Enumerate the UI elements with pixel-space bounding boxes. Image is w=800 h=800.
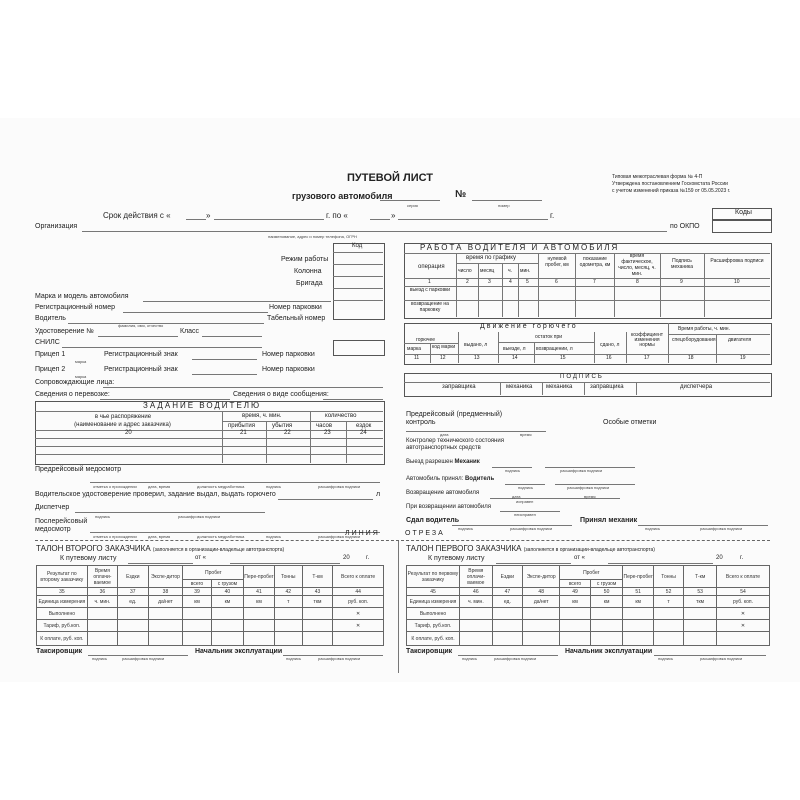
parking-number-label: Номер парковки [269, 304, 322, 311]
cut-line-label-right: ОТРЕЗА [405, 530, 445, 537]
c1-n52: 52 [653, 588, 683, 596]
c1-n54: 54 [716, 588, 769, 596]
pre-control-label: Предрейсовый (предменный) контроль [406, 411, 503, 426]
c1-h-time: Время оплачи-ваемое [459, 566, 492, 588]
fuel-col-exit: выезде, л [503, 346, 526, 352]
c2-h-mileage: Пробег [183, 566, 244, 580]
c1-pay-3[interactable] [523, 632, 560, 646]
work-col-decode: Расшифровка подписи [710, 258, 764, 264]
c2-h-all: всего [183, 580, 211, 588]
c1-n50: 50 [590, 588, 623, 596]
work-col-month: месяц [480, 268, 495, 274]
c2-n36: 36 [87, 588, 117, 596]
form-info: Типовая межотраслевая форма № 4-П Утверждена постановлением Госкомстата России с учетом изменений приказа №159 от 05.05.2023 г. [612, 174, 731, 194]
task-title: ЗАДАНИЕ ВОДИТЕЛЮ [143, 401, 262, 410]
work-row-return: возвращение на парковку [411, 301, 449, 313]
task-num-23: 23 [324, 430, 331, 436]
work-col-operation: операция [418, 264, 445, 270]
c2-done-3[interactable] [148, 608, 183, 620]
task-num-20: 20 [125, 430, 132, 436]
work-col-odometer: показание одометра, км [579, 256, 611, 268]
c2-u1: ч. мин. [87, 596, 117, 608]
c1-tar-1[interactable] [459, 620, 492, 632]
c1-done-6[interactable] [623, 608, 653, 620]
fuel-num-12: 12 [440, 355, 446, 361]
fuel-col-coeff: коэффициент изменения нормы [630, 332, 664, 348]
c1-tar-4[interactable] [560, 620, 590, 632]
post-date-note: дата, время [148, 534, 171, 539]
fuel-col-special: спецоборудования [672, 337, 716, 343]
c2-tariff-cross: ✕ [333, 620, 384, 632]
task-col-qty: количество [325, 413, 357, 419]
pre-date-note: дата, время [148, 484, 171, 489]
task-col-time: время, ч. мин. [242, 413, 282, 419]
c1-done-label: Выполнено [407, 608, 460, 620]
c1-u8: ткм [684, 596, 717, 608]
c1-n47: 47 [492, 588, 522, 596]
handed-decode-note: расшифровка подписи [510, 526, 553, 531]
task-col-rides: ездок [356, 423, 372, 429]
c1-pay-5[interactable] [590, 632, 623, 646]
c1-u5: км [590, 596, 623, 608]
c2-n37: 37 [118, 588, 148, 596]
fuel-sign-fueler: заправщика [442, 384, 476, 390]
exit-sign-note: подпись [505, 468, 521, 473]
c2-h-total: Всего к оплате [333, 566, 384, 588]
work-col-minute: мин. [520, 268, 531, 274]
c1-pay-9[interactable] [716, 632, 769, 646]
fuel-num-18: 18 [688, 355, 694, 361]
escorts-label: Сопровождающие лица: [35, 379, 115, 386]
work-num-8: 8 [636, 279, 639, 285]
c2-tar-1[interactable] [87, 620, 117, 632]
c2-h-tons: Тонны [274, 566, 302, 588]
dispatcher-decode-note: расшифровка подписи [178, 514, 221, 519]
accepted-label: Автомобиль принял: Водитель [406, 476, 495, 482]
fuel-num-13: 13 [474, 355, 480, 361]
fuel-col-issued: выдано, л [464, 342, 488, 348]
tech-control-label: Контролер технического состояния автотранспортных средств [406, 438, 504, 451]
c2-pay-1[interactable] [87, 632, 117, 646]
c2-u9: руб. коп. [333, 596, 384, 608]
work-row-exit: выезд с парковки [409, 287, 451, 293]
c1-pay-2[interactable] [492, 632, 522, 646]
c1-taxer-label: Таксировщик [406, 648, 453, 655]
c2-tar-5[interactable] [211, 620, 244, 632]
task-num-21: 21 [240, 430, 247, 436]
c1-done-cross: ✕ [716, 608, 769, 620]
document-subtitle: грузового автомобиля [292, 191, 393, 201]
c1-h-rerun: Пере-пробег [623, 566, 653, 588]
return-date: дата [512, 494, 521, 499]
task-col-order: в чье распоряжение [94, 414, 152, 420]
c1-pay-6[interactable] [623, 632, 653, 646]
c1-h-cargo: с грузом [590, 580, 623, 588]
work-num-7: 7 [593, 279, 596, 285]
work-num-9: 9 [680, 279, 683, 285]
organization-note: наименование, адрес и номер телефона, ОГРН [268, 234, 357, 239]
validity-label: Срок действия с « [103, 211, 171, 220]
c1-n51: 51 [623, 588, 653, 596]
task-num-22: 22 [284, 430, 291, 436]
fuel-signatures-title: ПОДПИСЬ [560, 374, 604, 380]
c2-n38: 38 [148, 588, 183, 596]
fuel-sign-fueler2: заправщика [590, 384, 624, 390]
special-marks-label: Особые отметки [603, 419, 657, 426]
c1-h-mileage: Пробег [560, 566, 623, 580]
handed-sign-note: подпись [458, 526, 474, 531]
work-num-4: 4 [509, 279, 512, 285]
accepted-mechanic-label: Принял механик [580, 517, 638, 524]
fuel-col-refuel: горючее [416, 337, 436, 343]
work-table [404, 243, 772, 319]
c1-tar-6[interactable] [623, 620, 653, 632]
post-sign-note: подпись [266, 534, 282, 539]
c1-u2: ед. [492, 596, 522, 608]
c2-chief-label: Начальник эксплуатации [195, 648, 283, 655]
fuel-col-return: возвращении, л [536, 346, 573, 352]
c1-tar-3[interactable] [523, 620, 560, 632]
brigade-label: Бригада [296, 280, 323, 287]
accepted-mech-sign-note: подпись [645, 526, 661, 531]
c2-n39: 39 [183, 588, 211, 596]
fuel-sign-dispatcher: диспетчера [680, 384, 713, 390]
task-col-arrival: прибытия [228, 423, 256, 429]
c2-pay-4[interactable] [183, 632, 211, 646]
pre-mark-note: отметка о прохождении [93, 484, 137, 489]
c2-pay-6[interactable] [244, 632, 274, 646]
work-title: РАБОТА ВОДИТЕЛЯ И АВТОМОБИЛЯ [420, 243, 620, 252]
post-trip-label: Послерейсовый медосмотр [35, 518, 88, 533]
c2-done-2[interactable] [118, 608, 148, 620]
c1-pay-8[interactable] [684, 632, 717, 646]
c1-unit-label: Единица измерения [407, 596, 460, 608]
c2-topay-label: К оплате, руб. коп. [37, 632, 88, 646]
c2-u4: км [183, 596, 211, 608]
c2-n40: 40 [211, 588, 244, 596]
c2-n44: 44 [333, 588, 384, 596]
fuel-num-17: 17 [644, 355, 650, 361]
c2-tar-3[interactable] [148, 620, 183, 632]
okpo-label: по ОКПО [670, 223, 700, 230]
carrier-info-label: Сведения о перевозке: [35, 391, 110, 398]
c2-pay-7[interactable] [274, 632, 302, 646]
return-ok-note: исправен [516, 499, 534, 504]
reg-number-label: Регистрационный номер [35, 304, 115, 311]
work-num-1: 1 [428, 279, 431, 285]
c1-tar-2[interactable] [492, 620, 522, 632]
c2-pay-2[interactable] [118, 632, 148, 646]
fuel-col-brand: марка [407, 346, 422, 352]
work-num-3: 3 [488, 279, 491, 285]
work-col-schedule: время по графику [466, 255, 516, 261]
coupon1-g: г. [740, 555, 744, 561]
c2-tar-6[interactable] [244, 620, 274, 632]
number-label: номер [498, 203, 510, 208]
snils-box [333, 340, 385, 356]
c2-taxer-sign: подпись [92, 656, 108, 661]
return-car-label: Возвращение автомобиля [406, 490, 480, 496]
c2-u3: да/нет [148, 596, 183, 608]
trailer2-parking-label: Номер парковки [262, 366, 315, 373]
c1-n45: 45 [407, 588, 460, 596]
c1-taxer-decode: расшифровка подписи [494, 656, 537, 661]
c2-done-7[interactable] [274, 608, 302, 620]
c1-taxer-sign: подпись [462, 656, 478, 661]
task-col-hours: часов [316, 423, 333, 429]
c2-pay-9[interactable] [333, 632, 384, 646]
waybill-sheet: ПУТЕВОЙ ЛИСТ грузового автомобиля № серия номер Срок действия с « » г. по « » г. Типовая межотраслевая форма № 4-П Утверждена постановлением Госкомстата России с учетом изменений приказа №159 от 05.05.2023 г. Коды по ОКПО Организация наименование, адрес и номер телефона, ОГРН Код Режим работы Колонна Бригада Марка и модель автомобиля Регистрационный номер Номер парковки Водитель фамилия, имя, отчество Табельный номер Удостоверение № Класс СНИЛС Прицеп 1 марка Регистрационный знак Номер парковки Прицеп 2 марка Регистрационный знак Номер парковки Сопровождающие лица: Сведения о перевозке: Сведения о виде сообщения: ЗАДАНИЕ ВОДИТЕЛЮ в чье распоряжение (наименование и адрес заказчика) время, ч. мин. прибытия убытия количество часов ездок 20 21 22 23 24 Предрейсовый медосмотр отметка о прохождении дата, время должность медработника подпись расшифровка подписи Водительское удостоверение проверил, задание выдал, выдать горючего л Диспетчер подпись расшифровка подписи Послерейсовый медосмотр отметка о прохождении дата, время должность медработника подпись расшифровка подписи ЛИНИЯ ОТРЕЗА РАБОТА ВОДИТЕЛЯ И АВТОМОБИЛЯ операция время по графику число месяц ч. мин. нулевой пробег, км показание одометра, км время фактическое, число, месяц, ч. мин. Подпись механика Расшифровка подписи 1 2 3 4 5 6 7 8 9 10 выезд с парковки возвращение на парковку Движение горючего горючее марка код марки выдано, л остаток при выезде, л возвращении, л сдано, л коэффициент изменения нормы Время работы, ч. мин. спецоборудования двигателя 11 12 13 14 15 16 17 18 19 ПОДПИСЬ заправщика механика механика заправщика диспетчера Предрейсовый (предменный) контроль Особые отметки дата время Контролер технического состояния автотранспортных средств Выезд разрешен Механик подпись расшифровка подписи Автомобиль принял: Водитель подпись расшифровка подписи Возвращение автомобиля дата время исправен При возвращении автомобиля неисправен Сдал водитель подпись расшифровка подписи Принял механик подпись расшифровка подписи ТАЛОН ВТОРОГО ЗАКАЗЧИКА (заполняется в организации-владельце автотранспорта) К путевому листу от « 20 г. Результат по второму заказчику Время оплачи-ваемое Ездки Экспе-дитор Пробег Пере-пробег Тонны Т-км Всего к оплате всего с грузом 35 36 37 38 39 40 41 42 43 44 Единица измерения ч. мин. ед. да/нет км км км т ткм руб. коп. Выполнено ✕ Тариф, руб.коп. ✕ К оплате, руб. коп. Таксировщик подпись расшифровка подписи Начальник эксплуатации подпись расшифровка подписи ТАЛОН ПЕРВОГО ЗАКАЗЧИКА (заполняется в организации-владельце автотранспорта) К путевому листу от « 20 г. Результат по первому заказчику Время оплачи-ваемое Ездки Экспе-дитор Пробег Пере-пробег Тонны Т-км Всего к оплате всего с грузом 45 46 47 48 49 50 51 52 53 54 Единица измерения ч. мин. ед. да/нет км км км т ткм руб. коп. Выполнено ✕ Тариф, руб.коп. ✕ К оплате, руб. коп. Таксировщик подпись расшифровка подписи Начальник эксплуатации подпись расшифровка подписи [0, 118, 800, 682]
work-col-actual: время фактическое, число, месяц, ч. мин. [618, 253, 656, 277]
cut-line-label-left: ЛИНИЯ [345, 530, 380, 537]
fuel-num-11: 11 [414, 355, 420, 361]
c2-u2: ед. [118, 596, 148, 608]
c2-n35: 35 [37, 588, 88, 596]
fuel-sign-mechanic2: механика [546, 384, 573, 390]
fuel-col-remains: остаток при [535, 334, 563, 340]
c2-tar-7[interactable] [274, 620, 302, 632]
c2-done-1[interactable] [87, 608, 117, 620]
c2-pay-3[interactable] [148, 632, 183, 646]
series-label: серия [407, 203, 418, 208]
c2-taxer-label: Таксировщик [36, 648, 83, 655]
c1-u3: да/нет [523, 596, 560, 608]
coupon2-from: от « [195, 555, 206, 561]
c2-h-tkm: Т-км [302, 566, 332, 588]
c2-n41: 41 [244, 588, 274, 596]
c1-n46: 46 [459, 588, 492, 596]
exit-allowed-label: Выезд разрешен Механик [406, 459, 480, 465]
c2-h-exp: Экспе-дитор [148, 566, 183, 588]
work-col-hour: ч. [508, 268, 512, 274]
trailer2-brand-note: марка [75, 374, 87, 379]
license-label: Удостоверение № [35, 328, 94, 335]
okpo-code-field[interactable] [712, 219, 772, 233]
c1-u9: руб. коп. [716, 596, 769, 608]
c2-tar-2[interactable] [118, 620, 148, 632]
work-num-5: 5 [526, 279, 529, 285]
c2-u7: т [274, 596, 302, 608]
c1-u1: ч. мин. [459, 596, 492, 608]
snils-label: СНИЛС [35, 339, 60, 346]
c1-tar-8[interactable] [684, 620, 717, 632]
accepted-sign-note: подпись [518, 485, 534, 490]
c1-done-8[interactable] [684, 608, 717, 620]
c1-pay-7[interactable] [653, 632, 683, 646]
c1-done-7[interactable] [653, 608, 683, 620]
c1-h-exp: Экспе-дитор [523, 566, 560, 588]
work-col-mechanic: Подпись механика [671, 258, 693, 270]
fuel-num-19: 19 [740, 355, 746, 361]
c2-tar-4[interactable] [183, 620, 211, 632]
class-label: Класс [180, 328, 200, 335]
c1-n53: 53 [684, 588, 717, 596]
trailer2-label: Прицеп 2 [35, 366, 66, 373]
c1-u7: т [653, 596, 683, 608]
c1-h-result: Результат по первому заказчику [407, 566, 460, 588]
c2-h-cargo: с грузом [211, 580, 244, 588]
c1-h-all: всего [560, 580, 590, 588]
c2-done-5[interactable] [211, 608, 244, 620]
c1-h-total: Всего к оплате [716, 566, 769, 588]
task-col-order2: (наименование и адрес заказчика) [74, 422, 171, 428]
coupon2-table [36, 565, 384, 646]
pre-control-date: дата [440, 432, 449, 437]
message-info-label: Сведения о виде сообщения: [233, 391, 329, 398]
on-return-label: При возвращении автомобиля [406, 504, 491, 510]
coupon2-g: г. [366, 555, 370, 561]
organization-label: Организация [35, 223, 78, 230]
c2-u8: ткм [302, 596, 332, 608]
work-col-day: число [458, 268, 472, 274]
c2-u5: км [211, 596, 244, 608]
work-num-6: 6 [555, 279, 558, 285]
return-faulty-note: неисправен [514, 512, 536, 517]
pre-decode-note: расшифровка подписи [318, 484, 361, 489]
code-label: Код [352, 243, 363, 249]
dispatcher-sign-note: подпись [95, 514, 111, 519]
trailer2-reg-label: Регистрационный знак [104, 366, 178, 373]
coupon2-title: ТАЛОН ВТОРОГО ЗАКАЗЧИКА (заполняется в организации-владельце автотранспорта) [36, 544, 285, 553]
c1-done-5[interactable] [590, 608, 623, 620]
c2-tariff-label: Тариф, руб.коп. [37, 620, 88, 632]
c2-chief-sign: подпись [286, 656, 302, 661]
c2-done-label: Выполнено [37, 608, 88, 620]
c2-u6: км [244, 596, 274, 608]
fuel-col-worktime: Время работы, ч. мин. [678, 326, 730, 332]
exit-decode-note: расшифровка подписи [560, 468, 603, 473]
validity-year: г. [550, 211, 555, 220]
c2-done-8[interactable] [302, 608, 332, 620]
c1-u6: км [623, 596, 653, 608]
car-brand-label: Марка и модель автомобиля [35, 293, 129, 300]
c2-tar-8[interactable] [302, 620, 332, 632]
work-num-10: 10 [734, 279, 740, 285]
code-box [333, 243, 385, 320]
validity-mid: г. по « [326, 211, 348, 220]
fuel-num-14: 14 [512, 355, 518, 361]
coupon2-year: 20 [343, 555, 350, 561]
c2-taxer-decode: расшифровка подписи [122, 656, 165, 661]
trailer1-parking-label: Номер парковки [262, 351, 315, 358]
c1-n48: 48 [523, 588, 560, 596]
c1-h-tons: Тонны [653, 566, 683, 588]
codes-label: Коды [735, 209, 752, 216]
c2-done-6[interactable] [244, 608, 274, 620]
number-sign: № [455, 189, 467, 200]
trailer1-reg-label: Регистрационный знак [104, 351, 178, 358]
c2-n43: 43 [302, 588, 332, 596]
trailer1-label: Прицеп 1 [35, 351, 66, 358]
fuel-col-code: код марки [432, 344, 456, 350]
license-check-label: Водительское удостоверение проверил, задание выдал, выдать горючего [35, 491, 276, 498]
c2-done-4[interactable] [183, 608, 211, 620]
c1-h-tkm: Т-км [684, 566, 717, 588]
post-decode-note: расшифровка подписи [318, 534, 361, 539]
c2-h-time: Время оплачи-ваемое [87, 566, 117, 588]
c1-done-1[interactable] [459, 608, 492, 620]
c1-done-4[interactable] [560, 608, 590, 620]
fuel-col-engine: двигателя [728, 337, 752, 343]
fuel-sign-mechanic: механика [506, 384, 533, 390]
c1-chief-label: Начальник эксплуатации [565, 648, 653, 655]
c2-h-result: Результат по второму заказчику [37, 566, 88, 588]
c2-chief-decode: расшифровка подписи [318, 656, 361, 661]
coupon1-to-list: К путевому листу [428, 555, 485, 562]
c1-tariff-label: Тариф, руб.коп. [407, 620, 460, 632]
driver-label: Водитель [35, 315, 66, 322]
trailer1-brand-note: марка [75, 359, 87, 364]
coupon1-from: от « [574, 555, 585, 561]
task-num-24: 24 [360, 430, 367, 436]
c1-chief-decode: расшифровка подписи [700, 656, 743, 661]
c1-pay-4[interactable] [560, 632, 590, 646]
liter-label: л [376, 491, 381, 498]
c2-h-rerun: Пере-пробег [244, 566, 274, 588]
coupon1-year: 20 [716, 555, 723, 561]
c2-done-cross: ✕ [333, 608, 384, 620]
coupon1-title: ТАЛОН ПЕРВОГО ЗАКАЗЧИКА (заполняется в организации-владельце автотранспорта) [406, 544, 655, 553]
fuel-col-handed: сдано, л [600, 342, 620, 348]
c1-tar-5[interactable] [590, 620, 623, 632]
c2-pay-5[interactable] [211, 632, 244, 646]
pre-trip-label: Предрейсовый медосмотр [35, 466, 122, 473]
pre-position-note: должность медработника [197, 484, 245, 489]
work-col-zero: нулевой пробег, км [545, 256, 569, 268]
work-num-2: 2 [466, 279, 469, 285]
fuel-num-16: 16 [606, 355, 612, 361]
c2-unit-label: Единица измерения [37, 596, 88, 608]
c2-n42: 42 [274, 588, 302, 596]
c2-pay-8[interactable] [302, 632, 332, 646]
pre-sign-note: подпись [266, 484, 282, 489]
c1-h-rides: Ездки [492, 566, 522, 588]
tab-number-label: Табельный номер [267, 315, 326, 322]
fuel-title: Движение горючего [480, 323, 578, 330]
work-mode-label: Режим работы [281, 256, 329, 263]
column-label: Колонна [294, 268, 322, 275]
accepted-decode-note: расшифровка подписи [567, 485, 610, 490]
handed-driver-label: Сдал водитель [406, 517, 459, 524]
c2-h-rides: Ездки [118, 566, 148, 588]
c1-topay-label: К оплате, руб. коп. [407, 632, 460, 646]
c1-done-3[interactable] [523, 608, 560, 620]
c1-chief-sign: подпись [658, 656, 674, 661]
c1-done-2[interactable] [492, 608, 522, 620]
return-time: время [584, 494, 596, 499]
c1-n49: 49 [560, 588, 590, 596]
c1-tariff-cross: ✕ [716, 620, 769, 632]
fuel-num-15: 15 [560, 355, 566, 361]
coupon2-to-list: К путевому листу [60, 555, 117, 562]
post-mark-note: отметка о прохождении [93, 534, 137, 539]
task-col-departure: убытия [272, 423, 293, 429]
dispatcher-label: Диспетчер [35, 504, 70, 511]
post-position-note: должность медработника [197, 534, 245, 539]
driver-note: фамилия, имя, отчество [118, 323, 164, 328]
coupon1-table [406, 565, 770, 646]
c1-pay-1[interactable] [459, 632, 492, 646]
accepted-mech-decode-note: расшифровка подписи [700, 526, 743, 531]
c1-u4: км [560, 596, 590, 608]
pre-control-time: время [520, 432, 532, 437]
c1-tar-7[interactable] [653, 620, 683, 632]
document-title: ПУТЕВОЙ ЛИСТ [347, 172, 434, 184]
